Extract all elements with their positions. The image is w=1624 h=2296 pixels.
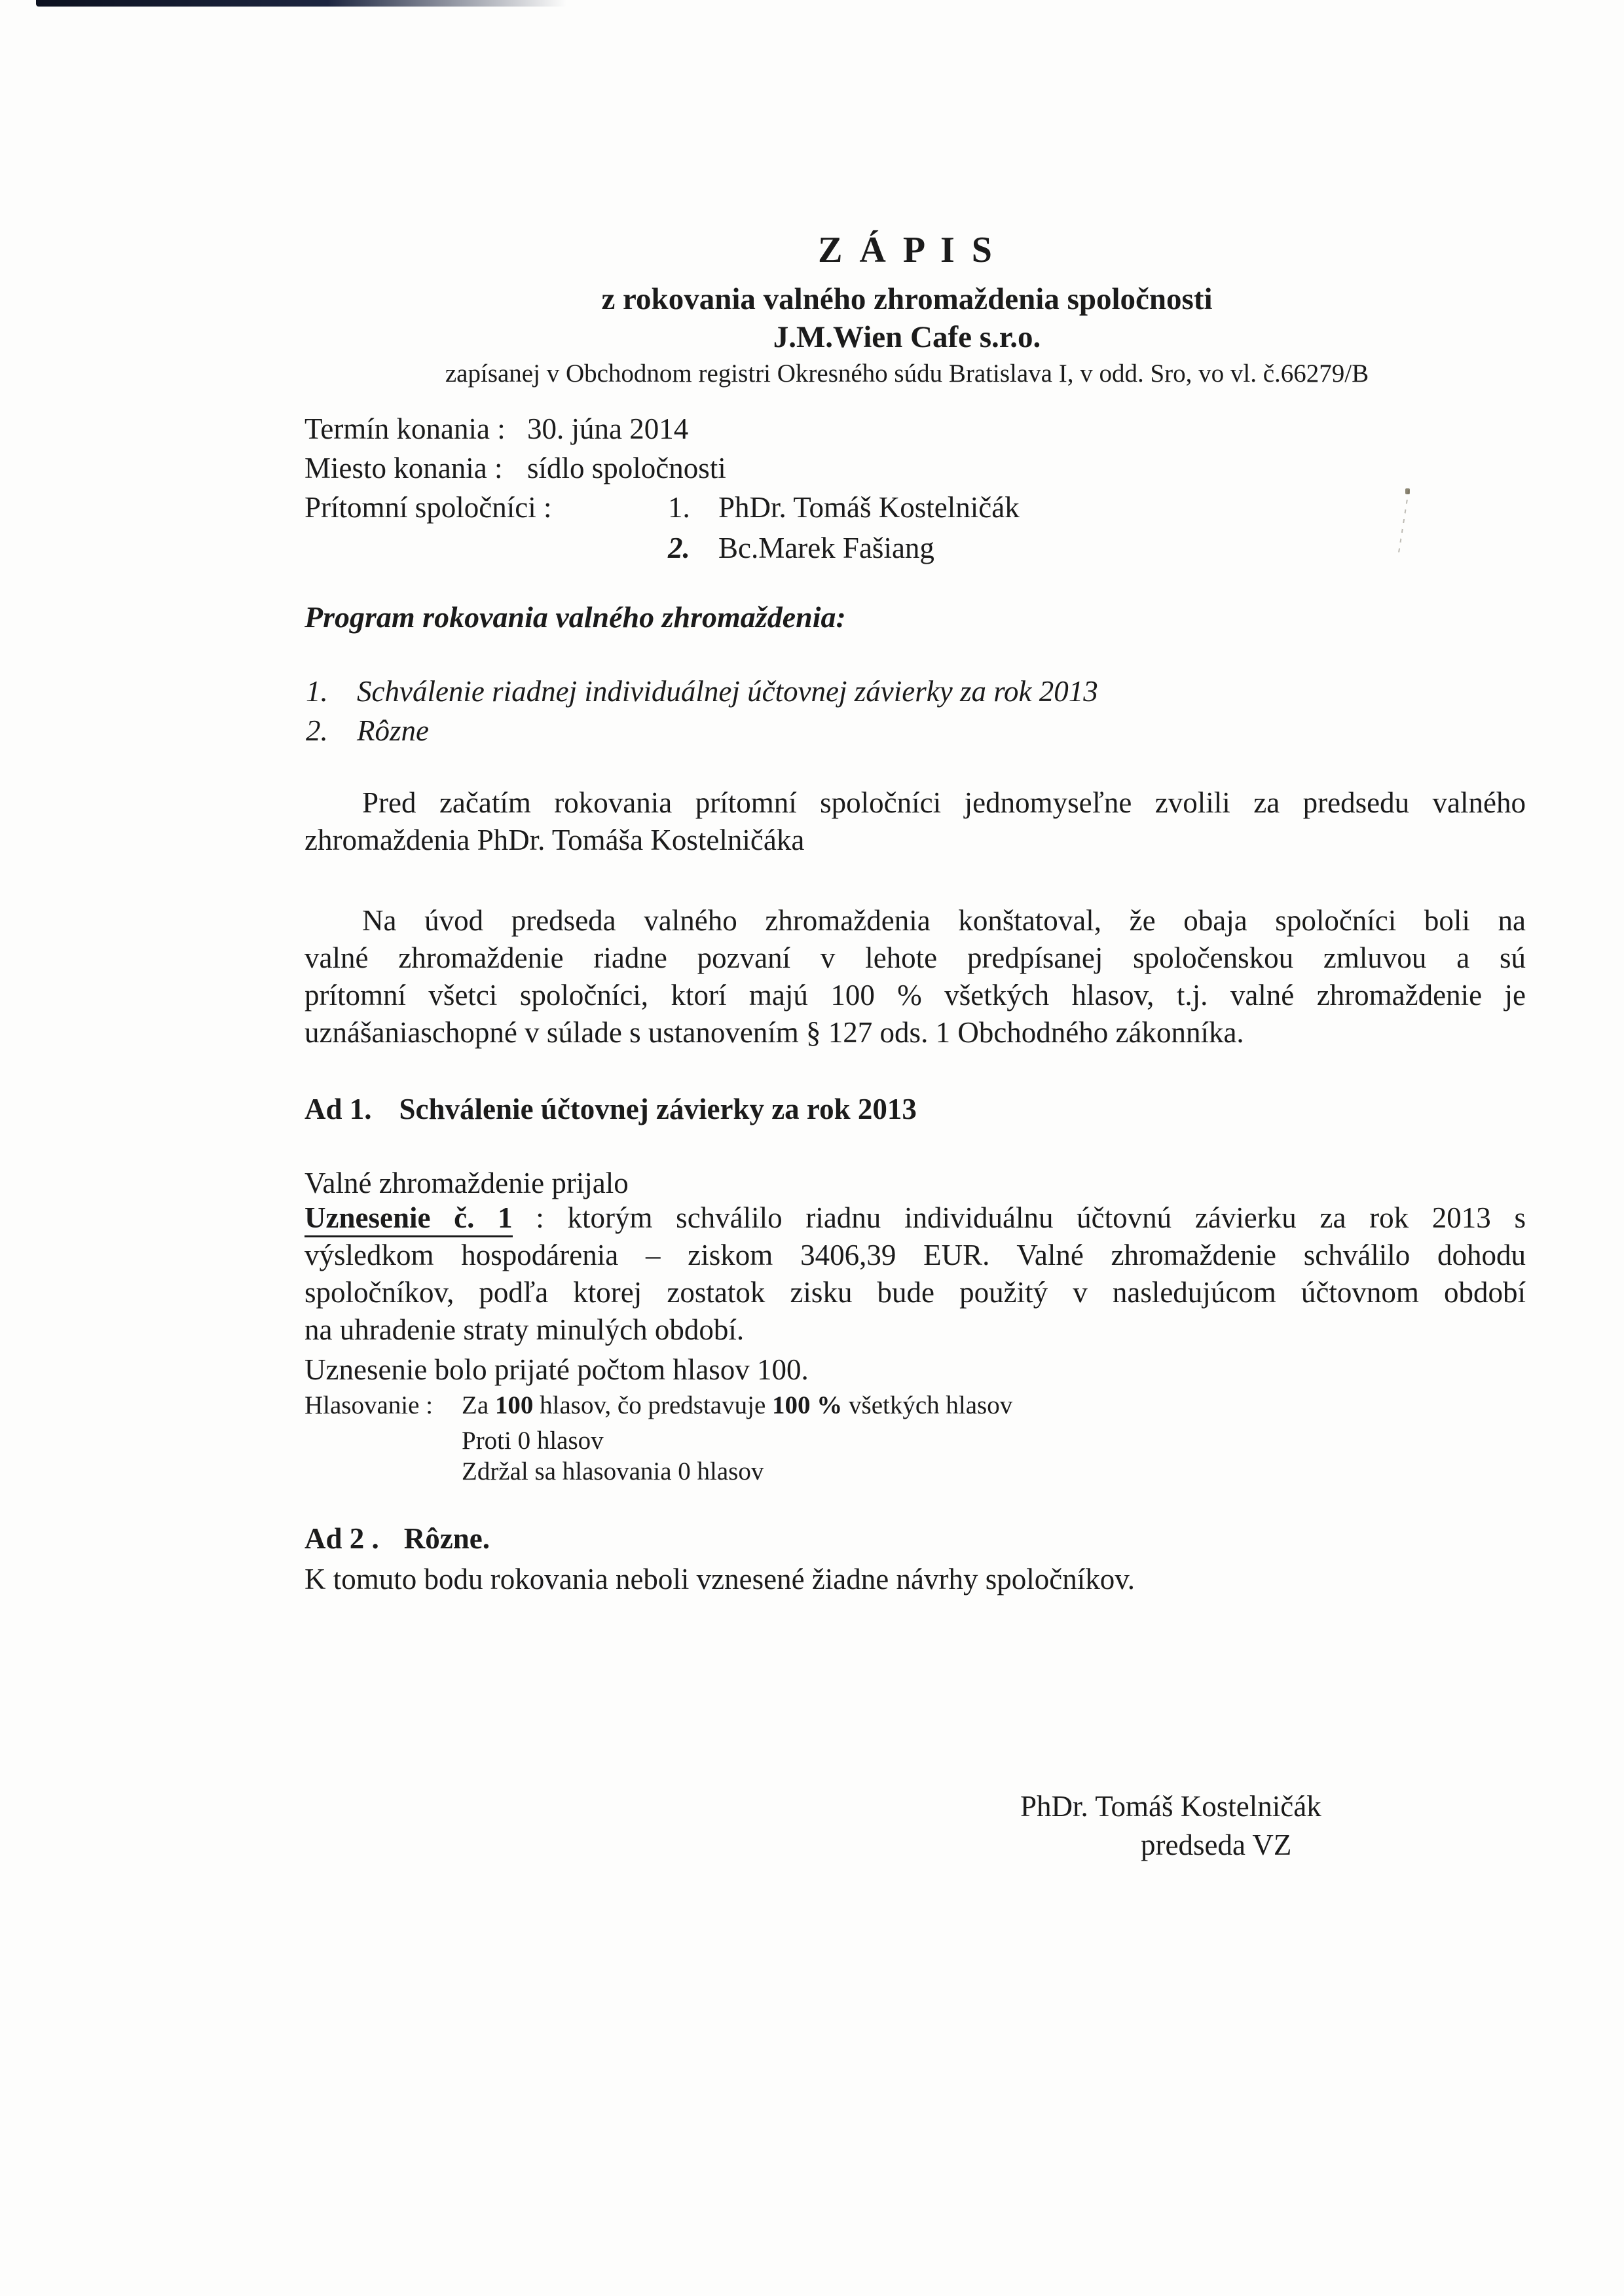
election-line-1: Pred začatím rokovania prítomní spoločníci jednomyseľne zvolili za predsedu valného <box>362 786 1526 819</box>
voting-against-line: Proti 0 hlasov <box>462 1427 604 1455</box>
agenda-item-2-text: Rôzne <box>357 714 429 747</box>
election-paragraph <box>304 784 1526 859</box>
election-line-2: zhromaždenia PhDr. Tomáša Kostelničáka <box>304 824 805 856</box>
quorum-line-1: Na úvod predseda valného zhromaždenia konštatoval, že obaja spoločníci boli na <box>362 904 1526 937</box>
document-subtitle: z rokovania valného zhromaždenia spoločnosti <box>601 282 1213 316</box>
attendee-1-number: 1. <box>668 491 690 524</box>
resolution-reference: Uznesenie č. 1 <box>304 1201 513 1237</box>
voting-for-line <box>462 1388 1012 1423</box>
scan-artifact-scratch <box>1397 490 1409 557</box>
voting-for-pre: Za <box>462 1391 495 1419</box>
resolution-intro: Valné zhromaždenie prijalo <box>304 1167 629 1199</box>
section-1-heading <box>304 1092 917 1126</box>
voting-label: Hlasovanie : <box>304 1391 434 1419</box>
section-2-heading-title: Rôzne. <box>403 1522 490 1555</box>
quorum-line-2: valné zhromaždenie riadne pozvaní v lehote predpísanej spoločenskou zmluvou a sú <box>304 941 1526 974</box>
date-label: Termín konania : <box>304 412 506 445</box>
voting-abstain-line: Zdržal sa hlasovania 0 hlasov <box>462 1457 764 1485</box>
voting-for-mid: hlasov, čo predstavuje <box>533 1391 773 1419</box>
agenda-item-1-text: Schválenie riadnej individuálnej účtovnej závierky za rok 2013 <box>357 675 1098 708</box>
agenda-item-2-number: 2. <box>306 714 328 747</box>
signature-role: predseda VZ <box>1141 1829 1292 1861</box>
section-2-heading <box>304 1522 490 1556</box>
place-value: sídlo spoločnosti <box>527 452 726 484</box>
quorum-line-4: uznášaniaschopné v súlade s ustanovením § 127 ods. 1 Obchodného zákonníka. <box>304 1016 1244 1049</box>
resolution-line-2: výsledkom hospodárenia – ziskom 3406,39 EUR. Valné zhromaždenie schválilo dohodu <box>304 1239 1526 1271</box>
resolution-adopted-line: Uznesenie bolo prijaté počtom hlasov 100. <box>304 1353 809 1386</box>
attendee-1-name: PhDr. Tomáš Kostelničák <box>718 491 1020 524</box>
section-2-heading-number: Ad 2 . <box>304 1522 379 1555</box>
document-title: Z Á P I S <box>818 230 996 270</box>
resolution-line-4: na uhradenie straty minulých období. <box>304 1313 745 1346</box>
section-1-heading-number: Ad 1. <box>304 1093 372 1125</box>
agenda-item-1 <box>306 673 1098 710</box>
company-name: J.M.Wien Cafe s.r.o. <box>773 320 1041 354</box>
voting-for-post: všetkých hlasov <box>842 1391 1013 1419</box>
attendee-2-name: Bc.Marek Fašiang <box>718 532 934 564</box>
scan-artifact-speck <box>1405 488 1410 494</box>
voting-for-percentage: 100 % <box>772 1391 843 1419</box>
agenda-item-1-number: 1. <box>306 675 328 708</box>
section-1-heading-title: Schválenie účtovnej závierky za rok 2013 <box>399 1093 917 1125</box>
resolution-line-1 <box>304 1199 1526 1237</box>
registration-line: zapísanej v Obchodnom registri Okresného súdu Bratislava I, v odd. Sro, vo vl. č.66279/B <box>445 359 1369 388</box>
attendees-label: Prítomní spoločníci : <box>304 491 552 524</box>
quorum-paragraph <box>304 902 1526 1051</box>
quorum-line-3: prítomní všetci spoločníci, ktorí majú 100 % všetkých hlasov, t.j. valné zhromaždenie je <box>304 979 1526 1011</box>
scan-artifact-top-bar <box>36 0 566 7</box>
agenda-heading: Program rokovania valného zhromaždenia: <box>304 600 846 634</box>
section-2-body: K tomuto bodu rokovania neboli vznesené žiadne návrhy spoločníkov. <box>304 1563 1135 1595</box>
resolution-line-3: spoločníkov, podľa ktorej zostatok zisku bude použitý v nasledujúcom účtovnom období <box>304 1276 1526 1309</box>
resolution-line-1-rest: : ktorým schválilo riadnu individuálnu účtovnú závierku za rok 2013 s <box>512 1201 1526 1234</box>
place-label: Miesto konania : <box>304 452 503 484</box>
date-value: 30. júna 2014 <box>527 412 689 445</box>
signature-name: PhDr. Tomáš Kostelničák <box>1020 1790 1321 1823</box>
resolution-paragraph <box>304 1199 1526 1349</box>
agenda-item-2 <box>306 712 429 750</box>
attendee-2-number: 2. <box>668 532 690 564</box>
voting-for-count: 100 <box>494 1391 534 1419</box>
